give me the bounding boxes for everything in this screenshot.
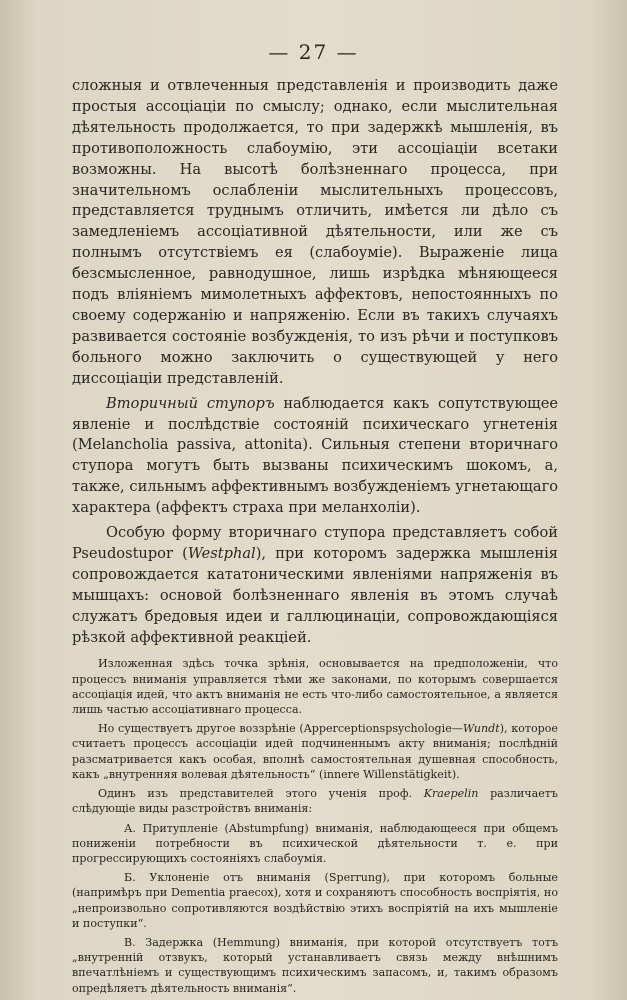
list-item-abstumpfung: А. Притупленіе (Abstumpfung) вниманія, наблюдающееся при общемъ пониженіи потребности въ психической дѣятельности т. е. при прогрессирующихъ состояніяхъ слабоумія. [72, 821, 558, 865]
author-kraepelin: Kraepelin [423, 787, 479, 801]
paragraph-continuation: сложныя и отвлеченныя представленія и производить даже простыя ассоціаціи по смыслу; однако, если мыслительная дѣятельность продолжается, то при задержкѣ мышленія, въ противоположность слабоумію, эти ассоціаціи всетаки возможны. На высотѣ болѣзненнаго процесса, при значительномъ ослабленіи мыслительныхъ процессовъ, представляется труднымъ отличить, имѣется ли дѣло съ замедленіемъ ассоціативной дѣятельности, или же съ полнымъ отсутствіемъ ея (слабоуміе). Выраженіе лица безсмысленное, равнодушное, лишь изрѣдка мѣняющееся подъ вліяніемъ мимолетныхъ аффектовъ, непостоянныхъ по своему содержанію и напряженію. Если въ такихъ случаяхъ развивается состояніе возбужденія, то изъ рѣчи и поступковъ больного можно заключить о существующей у него диссоціаціи представленій. [72, 77, 558, 387]
text-column [72, 76, 558, 996]
list-item-sperrung: Б. Уклоненіе отъ вниманія (Sperrung), при которомъ больные (напримѣръ при Dementia praecox), хотя и сохраняютъ способность воспріятія, но „непроизвольно сопротивляются воздѣйствію этихъ воспріятій на ихъ мышленіе и поступки“. [72, 871, 558, 930]
pseudostupor-text-b: ), при которомъ задержка мышленія сопровождается кататоническими явленіями напряженія въ мышцахъ: основой болѣзненнаго явленія въ этомъ случаѣ служатъ бредовыя идеи и галлюцинаціи, сопровождающіяся рѣзкой аффективной реакціей. [72, 544, 558, 646]
paragraph-pseudostupor [72, 523, 558, 648]
apperception-text-b: ), которое считаетъ процессъ ассоціаціи идей подчиненнымъ акту вниманія; послѣдній разсматривается какъ особая, вполнѣ самостоятельная душевная способность, какъ „внутренняя волевая дѣятельность“ (innere Willenstätigkeit). [72, 722, 558, 781]
term-secondary-stupor: Вторичный ступоръ [106, 394, 275, 412]
page-number: — 27 — [268, 40, 359, 64]
author-wundt: Wundt [462, 722, 500, 736]
list-item-hemmung: В. Задержка (Hemmung) вниманія, при которой отсутствуетъ тотъ „внутренній отзвукъ, который устанавливаетъ связь между внѣшнимъ впечатлѣніемъ и существующимъ психическимъ запасомъ, и, такимъ образомъ опредѣляетъ дѣятельность вниманія“. [72, 935, 558, 995]
apperception-text-a: Но существуетъ другое воззрѣніе (Apperceptionspsychologie— [98, 722, 463, 736]
pseudostupor-text-a: Особую форму вторичнаго ступора представляетъ собой Pseudostupor ( [72, 524, 558, 562]
note-kraepelin [72, 786, 558, 816]
paragraph-secondary-stupor [72, 394, 558, 519]
kraepelin-text-b: различаетъ слѣдующіе виды разстройствъ вниманія: [72, 787, 558, 816]
main-text [72, 76, 558, 648]
note-associative-view: Изложенная здѣсь точка зрѣнія, основывается на предположеніи, что процессъ вниманія управляется тѣми же законами, по которымъ совершается ассоціація идей, что актъ вниманія не есть что-либо самостоятельное, а является лишь частью ассоціативнаго процесса. [72, 657, 558, 717]
kraepelin-text-a: Одинъ изъ представителей этого ученія проф. [98, 787, 424, 801]
small-print-notes [72, 656, 558, 995]
paragraph-secondary-stupor-text: наблюдается какъ сопутствующее явленіе и послѣдствіе состояній психическаго угнетенія (Melancholia passiva, attonita). Сильныя степени вторичнаго ступора могутъ быть вызваны психическимъ шокомъ, а, также, сильнымъ аффективнымъ возбужденіемъ угнетающаго характера (аффектъ страха при меланхоліи). [72, 394, 558, 517]
note-apperception [72, 721, 558, 782]
author-westphal: Westphal [187, 544, 256, 562]
